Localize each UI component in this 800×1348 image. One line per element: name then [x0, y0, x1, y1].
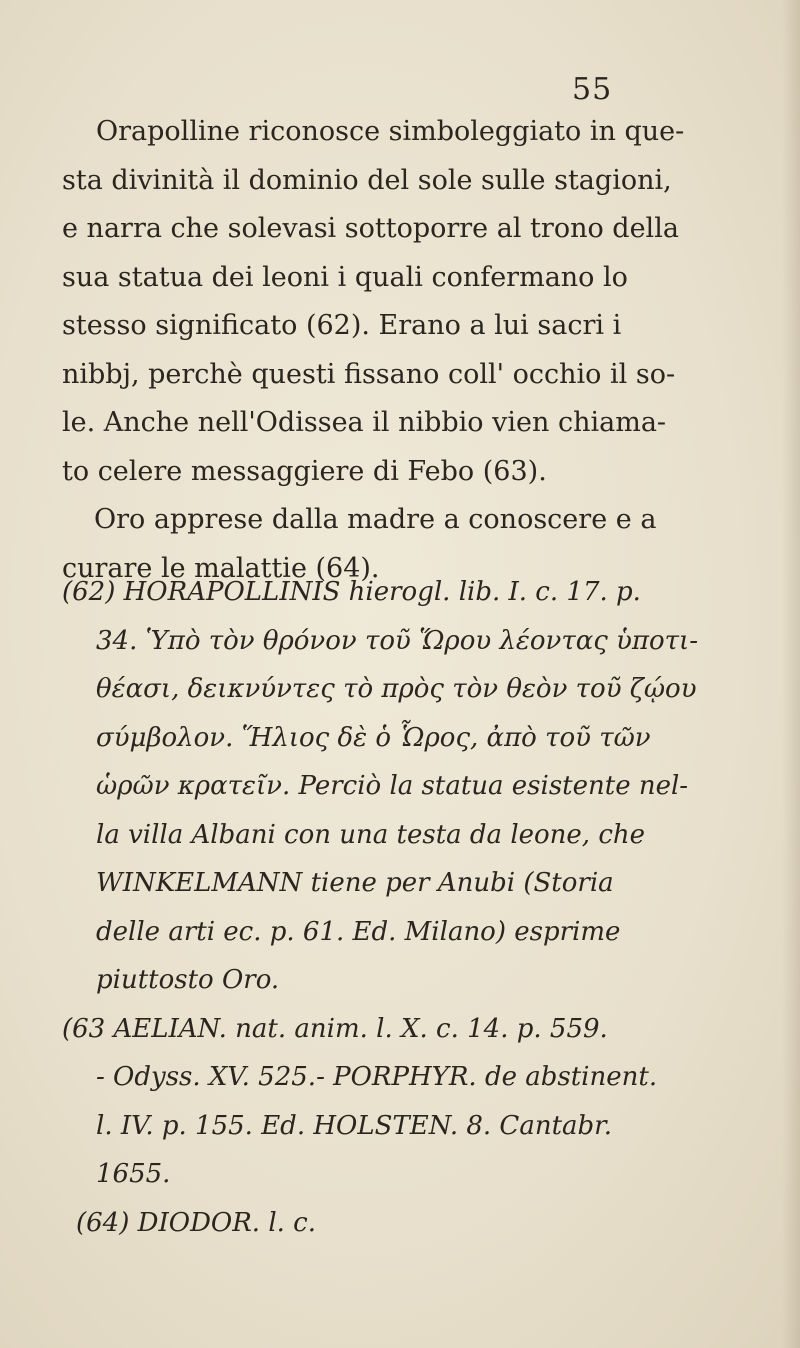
footnote-63: (63 AELIAN. nat. anim. l. X. c. 14. p. 559.: [62, 1013, 608, 1044]
footnote-line: piuttosto Oro.: [96, 965, 280, 995]
page-edge-shadow: [782, 0, 800, 1348]
footnote-64: (64) DIODOR. l. c.: [76, 1207, 317, 1238]
text-line: Oro apprese dalla madre a conoscere e a: [94, 504, 657, 535]
footnotes: [62, 568, 762, 1247]
text-line: sta divinità il dominio del sole sulle stagioni,: [62, 164, 672, 196]
text-line: stesso significato (62). Erano a lui sacri i: [62, 310, 622, 341]
footnote-line: delle arti ec. p. 61. Ed. Milano) esprime: [96, 916, 621, 947]
footnote-line: WINKELMANN tiene per Anubi (Storia: [96, 868, 614, 898]
footnote-line: - Odyss. XV. 525.- PORPHYR. de abstinent.: [96, 1062, 658, 1092]
text-line: nibbj, perchè questi fissano coll' occhio il so-: [62, 358, 676, 390]
footnote-line: l. IV. p. 155. Ed. HOLSTEN. 8. Cantabr.: [96, 1110, 613, 1141]
text-line: Orapolline riconosce simboleggiato in que-: [96, 116, 685, 147]
main-text: [62, 108, 742, 593]
footnote-line: 1655.: [96, 1159, 171, 1189]
text-line: e narra che solevasi sottoporre al trono della: [62, 213, 679, 244]
footnote-62: (62) HORAPOLLINIS hierogl. lib. I. c. 17. p.: [62, 577, 641, 607]
footnote-line: σύμβολον. Ἥλιος δὲ ὁ Ὧρος, ἀπὸ τοῦ τῶν: [96, 722, 651, 753]
footnote-line: θέασι, δεικνύντες τὸ πρὸς τὸν θεὸν τοῦ ζῴου: [96, 674, 697, 704]
text-line: le. Anche nell'Odissea il nibbio vien chiama-: [62, 407, 667, 438]
text-line: curare le malattie (64).: [62, 552, 380, 584]
page-number: 55: [572, 72, 613, 107]
footnote-line: la villa Albani con una testa da leone, che: [96, 819, 646, 850]
footnote-line: ὡρῶν κρατεῖν. Perciò la statua esistente nel-: [96, 771, 689, 801]
text-line: to celere messaggiere di Febo (63).: [62, 455, 547, 487]
text-line: sua statua dei leoni i quali confermano lo: [62, 261, 628, 293]
footnote-line: 34. Ὑπὸ τὸν θρόνον τοῦ Ὥρου λέοντας ὑποτι-: [96, 625, 699, 656]
